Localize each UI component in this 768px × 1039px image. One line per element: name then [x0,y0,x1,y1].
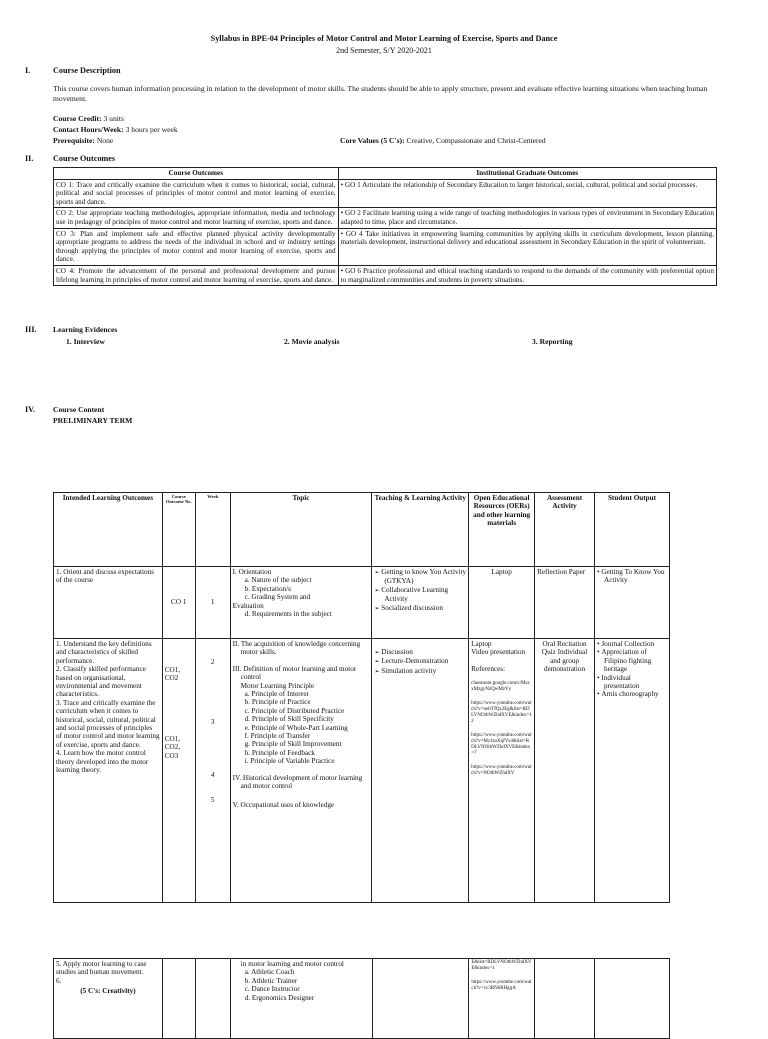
contact-hours-label: Contact Hours/Week: [53,125,124,134]
topic-cell [230,639,372,903]
tla-cell [372,639,469,903]
co-number-header: Course Outcome No. [162,493,195,567]
list-item: a. Principle of Interest [244,690,309,699]
topic-cell [230,567,372,639]
course-credit-label: Course Credit: [53,114,102,123]
section-3-number: III. [25,325,37,334]
topic-iii: III. Definition of motor learning and motor control [232,664,357,682]
graduate-outcome-text: • GO 4 Take initiatives in empowering learning communities by applying skills in curriculum development, lesson planning, materials development, instructional delivery and educational assessment in Secondary Education in the spirit of volunteerism. [341,230,714,247]
graduate-outcome-text: • GO 1 Articulate the relationship of Secondary Education to larger historical, social, cultural, political and social processes. [341,181,698,189]
course-description: This course covers human information processing in relation to the development of motor skills. The students should be able to apply structure, present and evaluate effective learning situations when teaching human movement. [53,84,708,103]
list-item: c. Principle of Distributed Practice [244,706,345,715]
ilo-cell [54,959,163,1039]
table-row [54,179,717,208]
graduate-outcome-cell [338,228,716,265]
week-cell: 1 [195,567,230,639]
ilo-item: 1. Understand the key definitions and characteristics of skilled performance. [56,640,152,665]
list-item: b. Expectation/s [244,584,291,593]
oer-references-label: References: [471,664,506,673]
graduate-outcome-text: • GO 6 Practice professional and ethical teaching standards to respond to the demands of the community with preferential option to marginalized communities and students in poverty situations. [341,267,714,284]
reference-link[interactable]: https://www.youtube.com/watch?v=nelrTfQz2Eg&list=RDLVNOtbWZhdXVE&index=12 [471,701,532,725]
list-item: b. Athletic Trainer [244,976,298,985]
core-values-value: Creative, Compassionate and Christ-Centered [406,136,546,145]
prerequisite [53,136,113,145]
section-3-title: Learning Evidences [53,325,118,334]
list-item: ➢ Simulation activity [374,667,466,676]
document-title: Syllabus in BPE-04 Principles of Motor Control and Motor Learning of Exercise, Sports and Dance [210,34,558,43]
graduate-outcome-cell [338,265,716,285]
core-values-label: Core Values (5 C's): [340,136,405,145]
topic-continuation: Evaluation [232,601,264,610]
week-header: Week [195,493,230,567]
topic-v: V. Occupational uses of knowledge [232,800,335,809]
table-row [54,208,717,228]
topic-continuation: in motor learning and motor control [240,960,344,968]
list-item: • Individual presentation [597,674,667,691]
list-item: a. Nature of the subject [244,576,312,585]
table-row [54,228,717,265]
student-output-header: Student Output [595,493,670,567]
output-list [597,640,667,699]
topic-ii: II. The acquisition of knowledge concerning motor skills. [232,640,361,657]
output-list [597,568,667,585]
list-item: g. Principle of Skill Improvement [244,740,342,749]
content-header-row [54,493,670,567]
reference-link[interactable]: https://www.youtube.com/watch?v=NOtbWZhdXV [471,765,532,777]
topic-iv: IV. Historical development of motor learning and motor control [232,773,363,791]
ilo-item: 2. Classify skilled performance based on organisational, environmental and movement characteristics. [56,665,146,699]
topic-requirements: d. Requirements in the subject [244,610,332,619]
list-item: d. Ergonomics Designer [244,993,315,1002]
student-output-cell [595,959,670,1039]
semester-line: 2nd Semester, S/Y 2020-2021 [336,46,432,55]
topic-cell [230,959,372,1039]
section-4-title: Course Content [53,405,105,414]
list-item: ➢ Discussion [374,648,466,657]
week-number: 3 [210,718,215,727]
topic-header: Topic [230,493,372,567]
core-value-tag: (5 C's: Creativity) [80,987,136,996]
tla-cell [372,959,469,1039]
list-item: ➢ Socialized discussion [374,604,466,613]
course-content-table [53,492,670,903]
table-row [54,567,670,639]
outcomes-header-row [54,168,717,180]
list-item: d. Principle of Skill Specificity [244,715,334,724]
tla-list [374,648,466,676]
co-cell [162,959,195,1039]
list-item: • Appreciation of Filipino fighting heritage [597,648,667,673]
evidence-movie-analysis: 2. Movie analysis [284,337,340,346]
table-row [54,639,670,903]
assessment-cell: Oral Recitation Quiz Individual and group demonstration [535,639,595,903]
oer-laptop: Laptop [471,640,492,648]
co-cell: CO 1 [162,567,195,639]
contact-hours-value: 3 hours per week [125,125,178,134]
reference-link[interactable]: classroom.google.com/c/MzcxMzgyNzQwMzYy [471,681,531,693]
list-item: c. Grading System and [244,593,311,602]
oer-video: Video presentation [471,648,526,657]
evidence-reporting: 3. Reporting [532,337,573,346]
oer-cell: Laptop [469,567,535,639]
ilo-cell: 1. Orient and discuss expectations of the course [54,567,163,639]
reference-link[interactable]: E&list=RDLVNOtbWZhdXVE&index=1 [471,960,532,971]
co-group-a: CO1, CO2 [164,666,181,683]
section-2-title: Course Outcomes [53,154,116,163]
section-2-number: II. [25,154,34,163]
co-group-b: CO1, CO2, CO3 [164,734,181,760]
list-item: a. Athletic Coach [244,968,295,977]
list-item: e. Principle of Whole-Part Learning [244,723,348,732]
week-cell [195,639,230,903]
term-label: PRELIMINARY TERM [53,416,133,425]
reference-link[interactable]: https://www.youtube.com/watch?v=MyJzoXqfVs4&list=RDLVNOtbWZhdXVE&index=7 [471,733,532,757]
tla-cell [372,567,469,639]
list-item: c. Dance Instructor [244,985,300,994]
course-outcome-cell: CO 3: Plan and implement safe and effective planned physical activity developmentally appropriate programs to address the needs of the individual in school and or industry settings through applying the principles of motor control and motor learning of exercise, sports and dance. [54,228,339,265]
ilo-item: 3. Trace and critically examine the curriculum when it comes to historical, social, cultural, political and social processes of principles of motor control and motor learning of exercise, sports and dance. [56,698,160,749]
course-outcome-cell: CO 1: Trace and critically examine the curriculum when it comes to historical, social, cultural, political and social processes of principles of motor control and motor learning of exercise, sports and dance. [54,179,339,208]
section-1-title: Course Description [53,66,121,75]
section-4-number: IV. [25,405,36,414]
course-outcomes-header: Course Outcomes [54,168,339,180]
table-row [54,265,717,285]
week-cell [195,959,230,1039]
core-values [340,136,546,145]
reference-link[interactable]: https://www.youtube.com/watch?v=1c3RNhRHgqA [471,980,532,991]
table-row [54,959,670,1039]
week-number: 4 [210,770,215,779]
ilo-item: 6. [56,976,62,985]
co-cell [162,639,195,903]
week-number: 2 [210,658,215,666]
list-item: h. Principle of Feedback [244,748,315,757]
list-item: f. Principle of Transfer [244,732,311,741]
list-item: • Arnis choreography [597,690,667,698]
ilo-cell [54,639,163,903]
assessment-header: Assessment Activity [535,493,595,567]
course-content-continuation-table [53,958,670,1039]
assessment-cell: Reflection Paper [535,567,595,639]
course-outcomes-table [53,167,717,286]
course-outcome-cell: CO 4: Promote the advancement of the personal and professional development and pursue lifelong learning in principles of motor control and motor learning of exercise, sports and dance. [54,265,339,285]
graduate-outcomes-header: Institutional Graduate Outcomes [338,168,716,180]
course-credit [53,114,124,123]
list-item: ➢ Lecture-Demonstration [374,657,466,666]
section-1-number: I. [25,66,31,75]
topic-iii-sub: Motor Learning Principle [240,681,315,690]
topic-main: I. Orientation [232,568,272,576]
contact-hours [53,125,178,134]
assessment-cell [535,959,595,1039]
topic-sublist [233,576,370,601]
student-output-cell [595,567,670,639]
principles-list [233,690,370,766]
list-item: ➢ Getting to know You Activity (GTKYA) [374,568,466,586]
evidence-interview: 1. Interview [66,337,105,346]
graduate-outcome-cell [338,208,716,228]
list-item: i. Principle of Variable Practice [244,757,335,766]
graduate-outcome-text: • GO 2 Facilitate learning using a wide range of teaching methodologies in various types of environment in Secondary Education adapted to time, place and circumstance. [341,209,714,226]
list-item: • Getting To Know You Activity [597,568,667,585]
list-item: • Journal Collection [597,640,667,648]
course-credit-value: 3 units [103,114,124,123]
oer-cell [469,639,535,903]
prerequisite-value: None [96,136,114,145]
oer-header: Open Educational Resources (OERs) and other learning materials [469,493,535,567]
oer-cell [469,959,535,1039]
tla-header: Teaching & Learning Activity [372,493,469,567]
list-item: ➢ Collaborative Learning Activity [374,586,466,604]
student-output-cell [595,639,670,903]
ilo-item: 5. Apply motor learning to case studies and human movement. [56,960,147,977]
week-number: 5 [210,796,215,805]
ilo-item: 4. Learn how the motor control theory developed into the motor learning theory. [56,749,149,775]
list-item: b. Principle of Practice [244,698,311,707]
prerequisite-label: Prerequisite: [53,136,95,145]
occupations-list [233,968,370,1002]
ilo-header: Intended Learning Outcomes [54,493,163,567]
tla-list [374,568,466,613]
graduate-outcome-cell [338,179,716,208]
course-outcome-cell: CO 2: Use appropriate teaching methodologies, appropriate information, media and technology use in pedagogy of principles of motor control and motor learning of exercise, sports and dance. [54,208,339,228]
